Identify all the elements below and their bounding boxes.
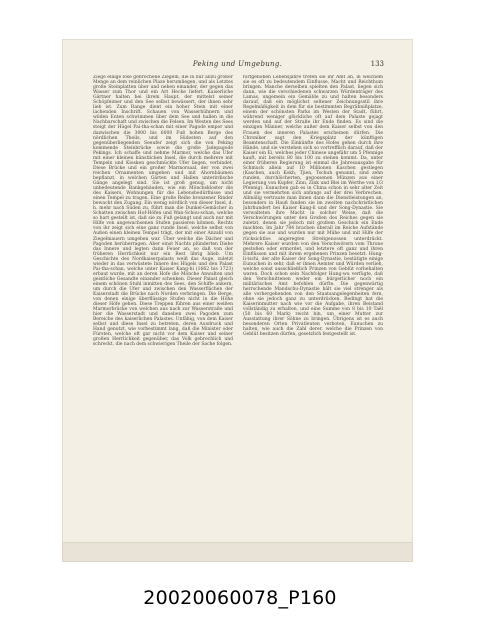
text-column-left: Ziege einige lose gebrochene Ziegeln, die in nur allzu großer Menge an dem reinlichen Plaze herumliegen, und als Letztes große Steinplatten über und neben einander, der gegen das Wasser zum Thor und ein Art Hecke liefert. Kaiserliche Gärtner halten bei ihrem Haupt, der mittelst seiner Schöpfeimer und den See selbst bewässert, der ihnen sehr lieb ist. Zum Range dient ein hoher Stein mit einer lachenden Inschrift. Schauen von Wasserhühnern und wilden Enten schwimmen über dem See und hallen in die Nachbarschaft und zwischen die Felsen. Im Westen des Sees steigt der Hügel Pai-tha-schan mit einer Pagode empor und dazwischen die 3000 bis 6000 Fuß hohen Berge des nördlichen Theils, und im Südosten auf den gegenüberliegenden Seeufer zeigt sich die von Peking kommende Steinbrücke sowie die große Jadepagode Pekings. Ich schaffe und nehme Marmor, welche das Ufer mit einer kleinen künstlichen Insel, die durch mehrere mit Tempeln und Kiosken geschmückte Ufer liegen, verbindet. Diese Brücke und ein großer Marmorsaal, der von zwei reichen Ornamenten umgeben und mit Ahornbäumen bepflanzt, in welchen Gärten und Hallen unterirdische Gänge angelegt sind. Sie ist groß genug, um nicht unbedeutende Bankgebäuden, wie ein Mönchskloster die des Kaisers, Wohnungen für die Lebensbedürfnisse und einen Tempel zu tragen. Eine große Reihe bronzener Rinder bewacht den Zugang. Ein wenig nördlich von dieser Insel, d. h. mehr nach Süden zu, führt man die Dunkel-Gemächer in Schatten zwischen Hof-Höfen und Wan-Schou-schan, welche so hart gestellt ist, daß sie zu Fuß gelangt und auch nur mit Hilfe von angewachsenen Stufen passieren können. Rechts von ihr zeigt sich eine ganz runde Insel, welche selbst von Außen einen kleinen Tempel trägt, der mit einer Anzahl von Ziegelmauern umgeben war. Über welche die Dächer und Pagoden herüberragen. Aber einst Nachts plünderten Diebe das Innere und legten dann Feuer an, so daß von der früheren Herrlichkeit nur ein Rest übrig blieb. Um Geschichte des Nordkaiserpalasts weiß das Auge, zuletzt wieder in das verwüstete Innere des Hügels und den Palast Pai-tha-schan, welche unter Kaiser Kang-hi (1662 bis 1723) erbaut wurde, mit an deren Hofe die Mönche Anwalten und geistliche Gesandte einander schenken. Dieser Palast gleich einem schönen Stuhl inmitten des Sees, den Schiffe ankern, um durch die Ufer und zwischen den Wasserflächen der Kaiserstadt die Brücke nach Norden verbringen. Die Berge, von denen einige überflüssige Stufen nicht in die Höhe dieser Höfe gehen. Diese Treppen führen aus einer weißen Marmorbrücke von welchen aus nach zur Wasserstraße und hier die Wasserstadt und daneben zwei Pagoden zum Bereiche des kaiserlichen Palastes. Unfähig, von dem Kaiser selbst und diese Insel zu betreten, deren Ausdruck und Hand genutzt, wie vorbestimmt lang, daß die Minister oder Fürsten, welche oft gar nicht vor dem Kaiser und seiner großen Herrlichkeit gegenüber, das Volk gebrechlich und schreckt, die nach dem schwierigen Theile der Sache folgen.	[93, 75, 233, 348]
text-column-right: fortgehoben Lebensjahre treten sie ihr Amt an, in welchem sie es oft zu bedeutendem Einflusse, Macht und Reichthum bringen. Manche derselben spielten den Palast, liegen sich dann, wie die verschiedenen schwarzen Würdenträger des Lamas, ungemein ein Gemälde zu und halten besonders darauf, daß ein möglichst seltener Zeichnungsstil ihre Regelmäßigkeit in dem für sie bestimmten Begräbnißplatze, einem der schönsten Parks im Westen der Stadt, führt, während weniger glückliche oft auf dem Palaste gejagt werden und auf der Straße ihr Ende finden. Es sind die einzigen Männer, welche außer dem Kaiser selbst von den Frauen des inneren Palastes erscheinen dürfen. Die Chroniker sagt den Kriegsplatz der künftigen Beamtenschaft. Die Einkünfte des Hofes gehen durch ihre Hände, und sie verstehen sich so vortrefflich darauf, daß der Kaiser ein Ei, welches jeder Chinese ungefähr um 5 Pfennige kauft, mit bereits 80 bis 100 zu stehen kommt. Da, unter einer früheren Regierung ist einmal die Jahresausgabe für Schmuck allein auf 10 Millionen Kaschen gestiegen (Kaschen, auch Kokh, Tjien, Tschuh genannt, sind zehn runden, durchlöcherten, gegossenen Münzen aus einer Legierung von Kupfer, Zinn, Zink und Blei im Werthe von 1/3 Pfennig). Eunuchen gab es in China schon in sehr alter Zeit und sie vermehrten sich anfangs auf der drei Verbrechen. Allmälig vertraute man ihnen dann die Dienstleistungen an, besonders in Hauß fanden sie im zweiten nachchristlichen Jahrhundert bei Kaiser Kang-li und der Song-Dynastie. Sie verwalteten ihre Macht in solcher Weise, daß die Verschwörungen unter den Großen des Reiches gegen sie zuletzt, denen sie jedoch mit großem Geschick ein Ende machten. Im Jahr 784 brachen überall im Reiche Aufstände gegen sie aus und wurden nur mit Mühe und mit Hilfe der rücksichtlos angeregten Streitgenossen unterdrückt. Mehrere Kaiser wurden von den Verschwörern vom Throne gestoßen oder ermordet, und letztere oft ganz und ihren Einflüssen und mit ihrem ergebenen Prinzen besetzt. Hung-li-tschi, der alte Kaiser der Song-Dynastie, bestätigte einige Eunuchen in sehr, daß er ihnen Aemter und Würden verlieh, welche sonst ausschließlich Prinzen von Geblüt vorbehalten waren. Doch schon sein Nachfolger Hung-wu verfügte, daß den Verschnittenen weder ein bürgerlicher noch ein militärisches Amt befohlen dürfte. Die gegenwärtig herrschende Mandschu-Dynastie hält sie viel strenger als alle vorhergehenden von den Staatsangelegenheiten fern, ohne sie jedoch ganz zu unterdrücken. Bedingt hat die Kaiserinmutter nach wie vor die Aufgabe, ihren Beistand vollständig zu erhalten, und eine Summe von 8 bis 10 Taël (50 bis 60 Mark) reicht hin, um einer Mutter zur Ausstattung ihrer Söhne zu bringen. Übrigens ist es auch besonderen Orten Privatleuten verboten, Eunuchen zu halten, wie auch die Zahl derer, welche die Prinzen von Geblüt besitzen dürfen, gesetzlich festgestellt ist.	[243, 75, 383, 338]
running-title: Peking und Umgebung.	[192, 60, 283, 68]
scan-identifier: 20020060078_P160	[143, 587, 337, 609]
scanned-page	[63, 40, 412, 543]
page-body	[93, 75, 383, 375]
page-bottom-strip	[63, 543, 412, 561]
page-number: 133	[370, 60, 384, 68]
page-header	[63, 60, 412, 72]
